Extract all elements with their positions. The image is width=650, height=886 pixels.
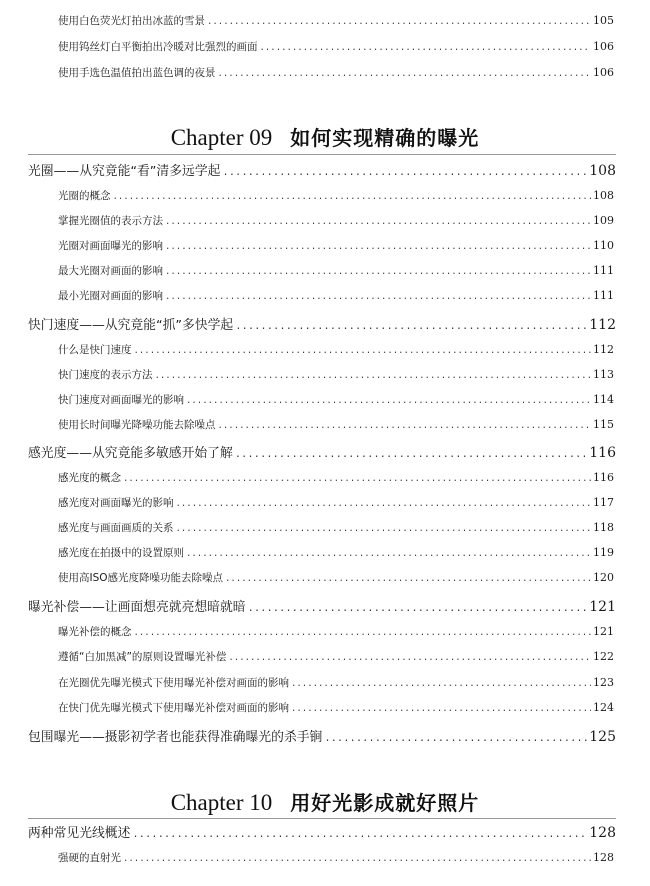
toc-entry-title: 光圈对画面曝光的影响 [58, 240, 163, 252]
toc-entry-page: 111 [593, 289, 614, 302]
toc-entry[interactable] [0, 392, 650, 407]
leader-dots [186, 549, 591, 559]
leader-dots [134, 346, 592, 356]
toc-entry[interactable] [0, 13, 650, 28]
chapter-title: 如何实现精确的曝光 [290, 126, 480, 150]
toc-entry-title: 感光度对画面曝光的影响 [58, 497, 174, 509]
toc-entry-title: 遵循“白加黑减”的原则设置曝光补偿 [58, 651, 227, 663]
toc-entry-page: 114 [593, 393, 614, 406]
toc-entry-page: 113 [593, 368, 614, 381]
toc-entry-page: 119 [593, 546, 614, 559]
toc-entry[interactable] [0, 570, 650, 585]
toc-entry[interactable] [0, 367, 650, 382]
toc-section-page: 125 [589, 729, 616, 745]
chapter-number: Chapter 10 [170, 790, 273, 815]
toc-entry[interactable] [0, 649, 650, 664]
toc-entry-page: 128 [593, 851, 614, 864]
toc-entry-page: 108 [593, 189, 614, 202]
toc-section-title: 感光度——从究竟能多敏感开始了解 [28, 446, 233, 461]
toc-entry[interactable] [0, 188, 650, 203]
toc-entry-page: 105 [593, 14, 614, 27]
toc-entry-title: 使用手选色温值拍出蓝色调的夜景 [58, 67, 216, 79]
toc-entry-page: 118 [593, 521, 614, 534]
leader-dots [235, 449, 588, 461]
toc-entry-page: 123 [593, 676, 614, 689]
toc-entry[interactable] [0, 213, 650, 228]
toc-entry-title: 感光度在拍摄中的设置原则 [58, 547, 184, 559]
toc-entry-page: 121 [593, 625, 614, 638]
toc-section-page: 108 [589, 163, 616, 179]
toc-section[interactable] [0, 726, 650, 745]
leader-dots [134, 628, 592, 638]
leader-dots [165, 267, 591, 277]
toc-entry-title: 掌握光圈值的表示方法 [58, 215, 163, 227]
toc-section[interactable] [0, 442, 650, 461]
toc-entry[interactable] [0, 700, 650, 715]
toc-entry-title: 强硬的直射光 [58, 852, 121, 864]
leader-dots [218, 69, 592, 79]
chapter-divider [28, 154, 616, 155]
toc-entry-page: 110 [593, 239, 614, 252]
toc-entry[interactable] [0, 470, 650, 485]
toc-entry-title: 曝光补偿的概念 [58, 626, 132, 638]
toc-entry[interactable] [0, 624, 650, 639]
leader-dots [155, 371, 592, 381]
chapter-heading [0, 787, 650, 816]
chapter-heading [0, 122, 650, 151]
toc-entry[interactable] [0, 850, 650, 865]
leader-dots [165, 242, 591, 252]
toc-entry-title: 什么是快门速度 [58, 344, 132, 356]
chapter-divider [28, 818, 616, 819]
toc-entry-title: 使用白色荧光灯拍出冰蓝的雪景 [58, 15, 205, 27]
leader-dots [291, 679, 591, 689]
toc-entry[interactable] [0, 675, 650, 690]
toc-entry-title: 光圈的概念 [58, 190, 111, 202]
leader-dots [207, 17, 591, 27]
leader-dots [248, 603, 588, 615]
toc-entry-title: 在快门优先曝光模式下使用曝光补偿对画面的影响 [58, 702, 289, 714]
toc-section[interactable] [0, 596, 650, 615]
toc-entry-title: 快门速度对画面曝光的影响 [58, 394, 184, 406]
toc-entry-title: 最小光圈对画面的影响 [58, 290, 163, 302]
leader-dots [186, 396, 591, 406]
chapter-title: 用好光影成就好照片 [290, 791, 480, 815]
leader-dots [291, 704, 591, 714]
toc-entry-title: 最大光圈对画面的影响 [58, 265, 163, 277]
toc-entry-page: 106 [593, 40, 614, 53]
toc-entry-page: 122 [593, 650, 614, 663]
toc-entry[interactable] [0, 520, 650, 535]
leader-dots [176, 524, 592, 534]
leader-dots [165, 217, 591, 227]
toc-section-title: 包围曝光——摄影初学者也能获得准确曝光的杀手锏 [28, 730, 323, 745]
toc-entry-title: 在光圈优先曝光模式下使用曝光补偿对画面的影响 [58, 677, 289, 689]
toc-entry-page: 111 [593, 264, 614, 277]
leader-dots [235, 321, 587, 333]
leader-dots [165, 292, 591, 302]
toc-entry[interactable] [0, 495, 650, 510]
toc-entry-page: 124 [593, 701, 614, 714]
toc-section[interactable] [0, 822, 650, 841]
leader-dots [222, 167, 587, 179]
leader-dots [113, 192, 592, 202]
toc-entry[interactable] [0, 39, 650, 54]
leader-dots [218, 421, 592, 431]
toc-entry-page: 106 [593, 66, 614, 79]
toc-section-page: 128 [589, 825, 616, 841]
leader-dots [260, 43, 592, 53]
toc-entry-page: 116 [593, 471, 614, 484]
chapter-number: Chapter 09 [170, 125, 273, 150]
toc-entry-page: 109 [593, 214, 614, 227]
toc-section[interactable] [0, 160, 650, 179]
toc-entry-page: 112 [593, 343, 614, 356]
leader-dots [176, 499, 592, 509]
toc-entry-page: 117 [593, 496, 614, 509]
leader-dots [324, 733, 587, 745]
leader-dots [132, 829, 587, 841]
toc-entry-page: 120 [593, 571, 614, 584]
toc-section-title: 快门速度——从究竟能“抓”多快学起 [28, 318, 234, 333]
toc-entry-title: 感光度的概念 [58, 472, 121, 484]
toc-section-page: 116 [589, 445, 616, 461]
toc-section-title: 曝光补偿——让画面想亮就亮想暗就暗 [28, 600, 246, 615]
toc-section-title: 两种常见光线概述 [28, 826, 131, 841]
toc-entry[interactable] [0, 417, 650, 432]
toc-entry[interactable] [0, 238, 650, 253]
toc-entry-title: 感光度与画面画质的关系 [58, 522, 174, 534]
leader-dots [228, 653, 591, 663]
toc-entry[interactable] [0, 65, 650, 80]
toc-entry[interactable] [0, 288, 650, 303]
toc-entry-title: 使用长时间曝光降噪功能去除噪点 [58, 419, 216, 431]
toc-section-page: 121 [589, 599, 616, 615]
toc-section-title: 光圈——从究竟能“看”清多远学起 [28, 164, 221, 179]
toc-entry-title: 使用钨丝灯白平衡拍出冷暖对比强烈的画面 [58, 41, 258, 53]
toc-entry[interactable] [0, 263, 650, 278]
leader-dots [123, 854, 591, 864]
leader-dots [225, 574, 591, 584]
toc-entry-title: 使用高ISO感光度降噪功能去除噪点 [58, 572, 224, 584]
toc-entry[interactable] [0, 545, 650, 560]
toc-entry-page: 115 [593, 418, 614, 431]
toc-section-page: 112 [589, 317, 616, 333]
toc-entry-title: 快门速度的表示方法 [58, 369, 153, 381]
toc-section[interactable] [0, 314, 650, 333]
toc-entry[interactable] [0, 342, 650, 357]
leader-dots [123, 474, 591, 484]
